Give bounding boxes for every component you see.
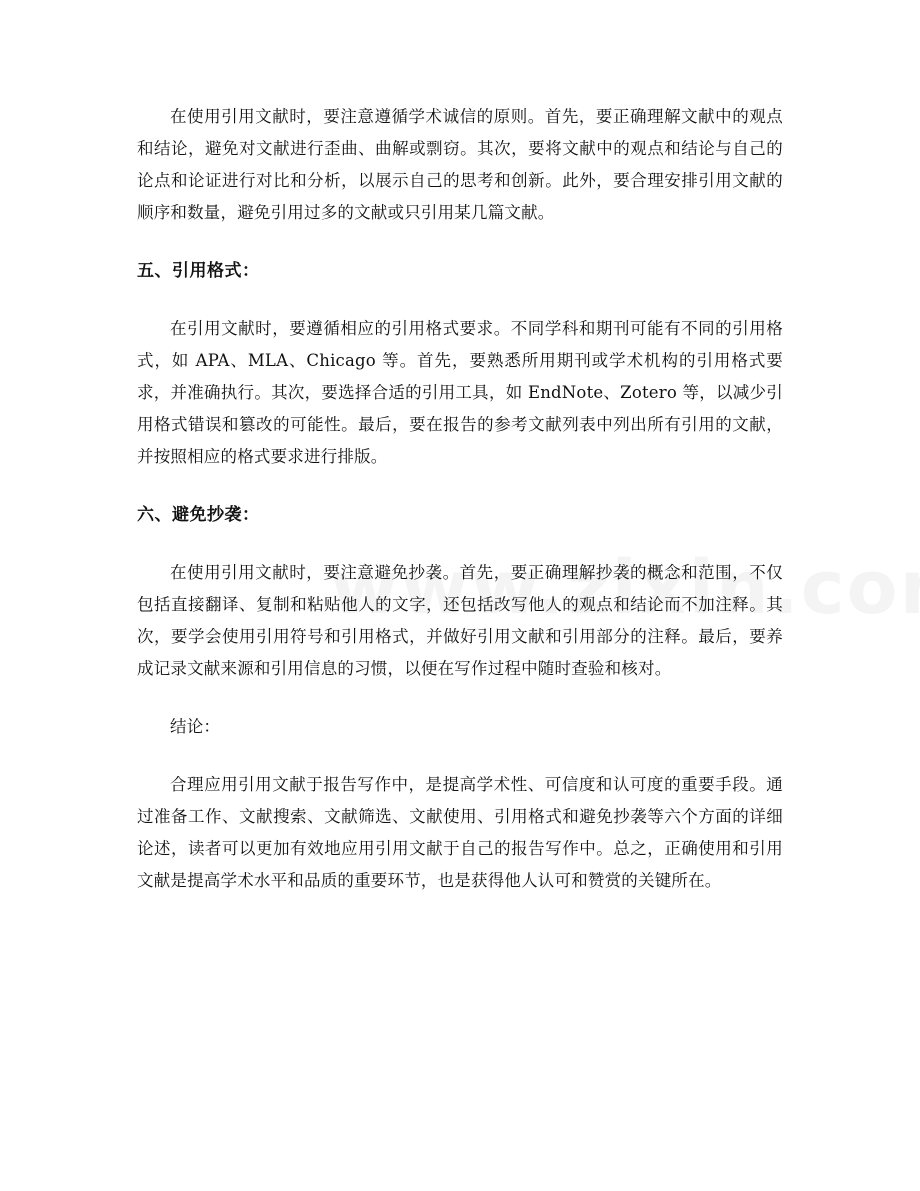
avoid-plagiarism-paragraph: 在使用引用文献时，要注意避免抄袭。首先，要正确理解抄袭的概念和范围，不仅包括直接翻译、复制和粘贴他人的文字，还包括改写他人的观点和结论而不加注释。其次，要学会使用引用符号和引用格式，并做好引用文献和引用部分的注释。最后，要养成记录文献来源和引用信息的习惯，以便在写作过程中随时查验和核对。 xyxy=(137,563,783,678)
section-heading-citation-format: 五、引用格式： xyxy=(137,261,260,281)
document-body xyxy=(137,101,783,897)
intro-paragraph: 在使用引用文献时，要注意遵循学术诚信的原则。首先，要正确理解文献中的观点和结论，避免对文献进行歪曲、曲解或剽窃。其次，要将文献中的观点和结论与自己的论点和论证进行对比和分析，以展示自己的思考和创新。此外，要合理安排引用文献的顺序和数量，避免引用过多的文献或只引用某几篇文献。 xyxy=(137,107,783,222)
section-heading-avoid-plagiarism: 六、避免抄袭： xyxy=(137,505,260,525)
conclusion-label: 结论： xyxy=(170,717,221,736)
conclusion-paragraph: 合理应用引用文献于报告写作中，是提高学术性、可信度和认可度的重要手段。通过准备工作、文献搜索、文献筛选、文献使用、引用格式和避免抄袭等六个方面的详细论述，读者可以更加有效地应用引用文献于自己的报告写作中。总之，正确使用和引用文献是提高学术水平和品质的重要环节，也是获得他人认可和赞赏的关键所在。 xyxy=(137,775,783,890)
citation-format-paragraph: 在引用文献时，要遵循相应的引用格式要求。不同学科和期刊可能有不同的引用格式，如 APA、MLA、Chicago 等。首先，要熟悉所用期刊或学术机构的引用格式要求，并准确执行。其次，要选择合适的引用工具，如 EndNote、Zotero 等，以减少引用格式错误和篡改的可能性。最后，要在报告的参考文献列表中列出所有引用的文献，并按照相应的格式要求进行排版。 xyxy=(137,319,783,466)
